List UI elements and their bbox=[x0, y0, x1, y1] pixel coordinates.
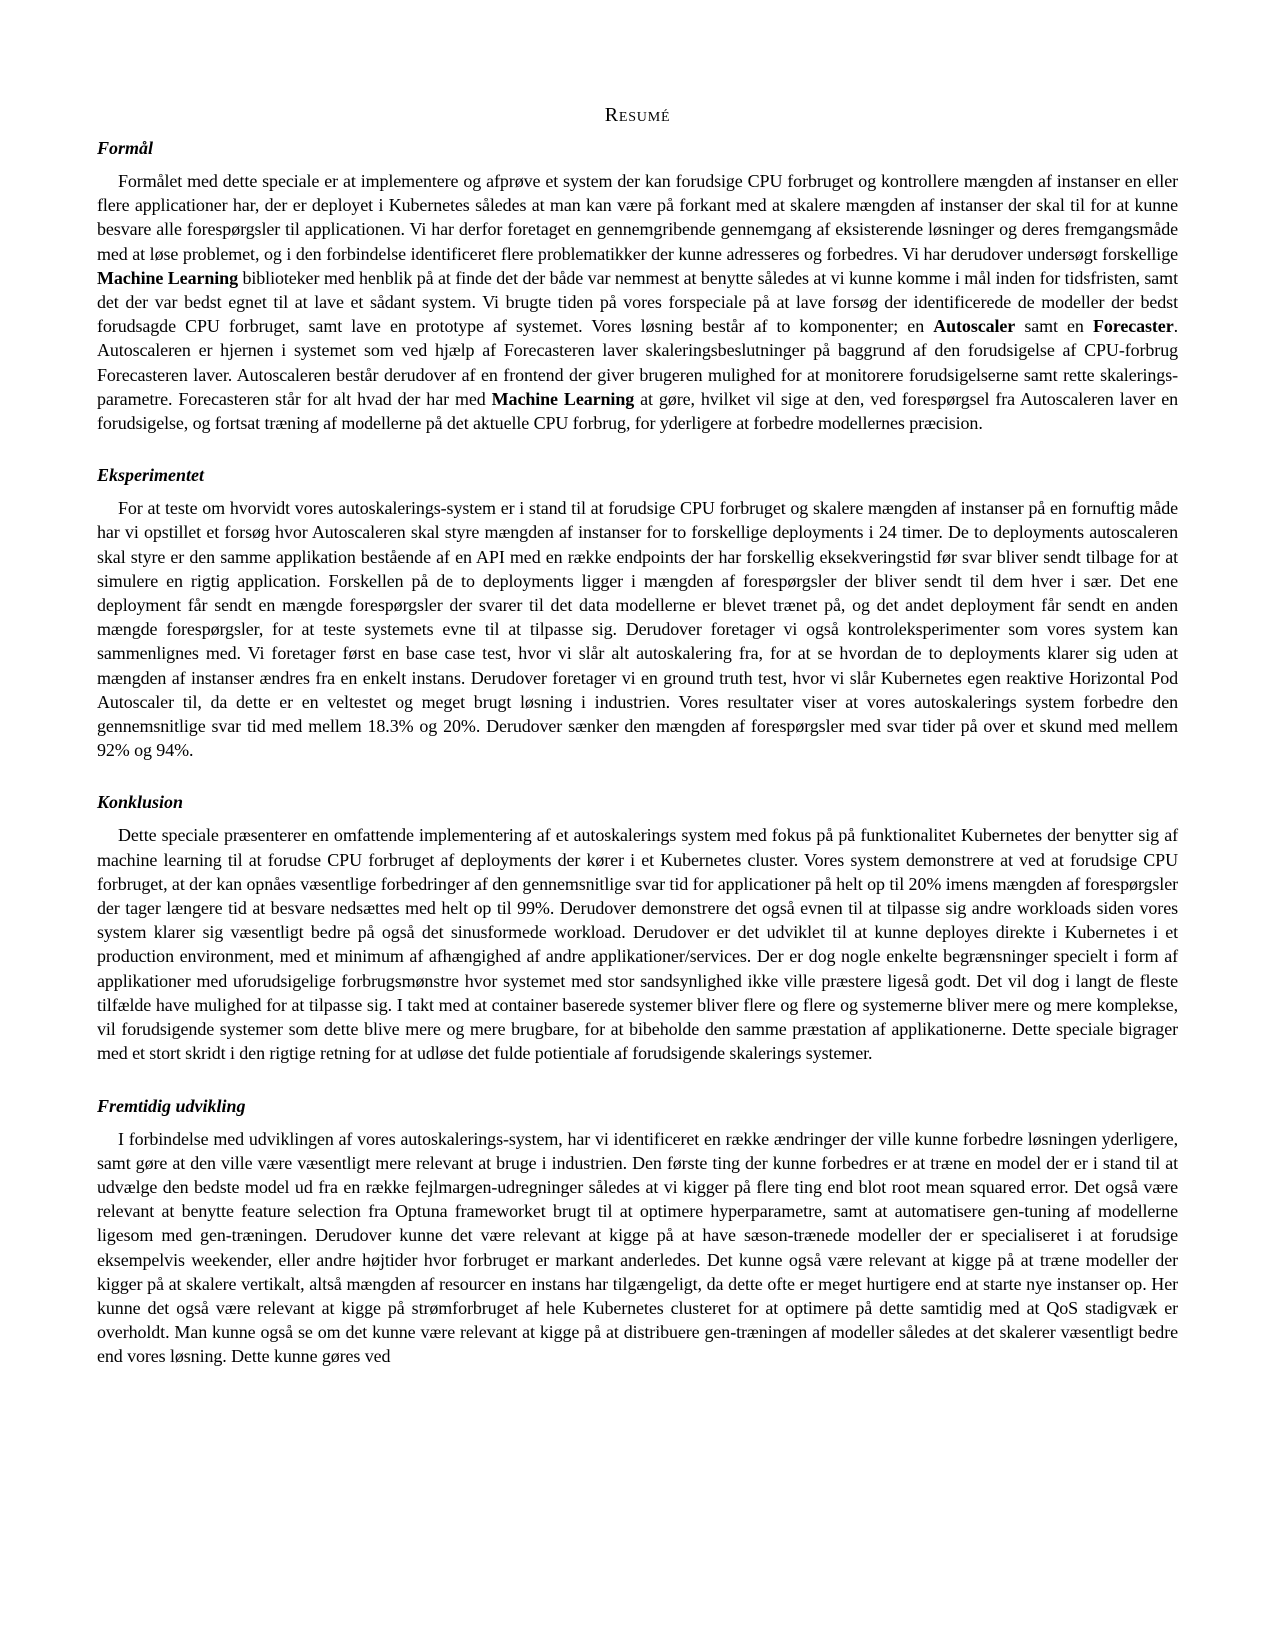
text-run: For at teste om hvorvidt vores autoskalerings-system er i stand til at forudsige CPU forbruget og skalere mængden af instanser på en fornuftig måde har vi opstillet et forsøg hvor Autoscaleren skal styre mængden af instanser for to forskellige deployments i 24 timer. De to deployments autoscaleren skal styre er den samme applikation bestående af en API med en række endpoints der har forskellig eksekveringstid før svar bliver sendt tilbage for at simulere en rigtig application. Forskellen på de to deployments ligger i mængden af forespørgsler der bliver sendt til dem hver i sær. Det ene deployment får sendt en mængde forespørgsler der svarer til det data modellerne er blevet trænet på, og det andet deployment får sendt en anden mængde forespørgsler, for at teste systemets evne til at tilpasse sig. Derudover foretager vi også kontroleksperimenter som vores system kan sammenlignes med. Vi foretager først en base case test, hvor vi slår alt autoskalering fra, for at se hvordan de to deployments klarer sig uden at mængden af instanser ændres fra en enkelt instans. Derudover foretager vi en ground truth test, hvor vi slår Kubernetes egen reaktive Horizontal Pod Autoscaler til, da dette er en veltestet og meget brugt løsning i industrien. Vores resultater viser at vores autoskalerings system forbedre den gennemsnitlige svar tid med mellem 18.3% og 20%. Derudover sænker den mængden af forespørgsler med svar tider på over et skund med mellem 92% og 94%. bbox=[97, 498, 1178, 761]
text-run: samt en bbox=[1015, 316, 1093, 337]
section-heading: Eksperimentet bbox=[97, 465, 204, 486]
paragraph bbox=[97, 823, 1178, 1065]
section-konklusion bbox=[97, 791, 1178, 1065]
paragraph bbox=[97, 496, 1178, 762]
section-heading: Konklusion bbox=[97, 792, 184, 813]
text-run: I forbindelse med udviklingen af vores autoskalerings-system, har vi identificeret en række ændringer der ville kunne forbedre løsningen yderligere, samt gøre at den ville være væsentligt mere relevant at bruge i industrien. Den første ting der kunne forbedres er at træne en model der er i stand til at udvælge den bedste model ud fra en række fejlmargen-udregninger således at vi kigger på flere ting end blot root mean squared error. Det også være relevant at benytte feature selection fra Optuna frameworket brugt til at optimere hyperparametre, samt at automatisere gen-tuning af modellerne ligesom med gen-træningen. Derudover kunne det være relevant at kigge på at have sæson-trænede modeller der er specialiseret i at forudsige eksempelvis weekender, eller andre højtider hvor forbruget er markant anderledes. Det kunne også være relevant at kigge på at træne modeller der kigger på at skalere vertikalt, altså mængden af resourcer en instans har tilgængeligt, da dette ofte er meget hurtigere end at starte nye instanser op. Her kunne det også være relevant at kigge på strømforbruget af hele Kubernetes clusteret for at optimere på dette samtidig med at QoS stadigvæk er overholdt. Man kunne også se om det kunne være relevant at kigge på at distribuere gen-træningen af modeller således at det skalerer væsentligt bedre end vores løsning. Dette kunne gøres ved bbox=[97, 1128, 1178, 1367]
bold-term: Machine Learning bbox=[491, 388, 635, 409]
section-heading: Formål bbox=[97, 138, 154, 158]
section-formaal bbox=[97, 137, 1178, 435]
bold-term: Forecaster bbox=[1092, 316, 1174, 337]
bold-term: Machine Learning bbox=[97, 267, 238, 288]
text-run: Dette speciale præsenterer en omfattende implementering af et autoskalerings system med fokus på på funktionalitet Kubernetes der benytter sig af machine learning til at forudse CPU forbruget af deployments der kører i et Kubernetes cluster. Vores system demonstrere at ved at forudsige CPU forbruget, at der kan opnåes væsentlige forbedringer af den gennemsnitlige svar tid for applicationer på helt op til 20% imens mængden af forespørgsler der tager længere tid at besvare nedsættes med helt op til 99%. Derudover demonstrere det også evnen til at tilpasse sig andre workloads siden vores system klarer sig væsentligt bedre på også det sinusformede workload. Derudover er det udviklet til at kunne deployes direkte i Kubernetes i et production environment, med et minimum af afhængighed af andre applikationer/services. Der er dog nogle enkelte begrænsninger specielt i form af applikationer med uforudsigelige forbrugsmønstre hvor systemet med stor sandsynlighed ikke ville præstere ligeså godt. Det vil dog i langt de fleste tilfælde have mulighed for at tilpasse sig. I takt med at container baserede systemer bliver flere og flere og systemerne bliver mere og mere komplekse, vil forudsigende systemer som dette blive mere og mere brugbare, for at bibeholde den samme præstation af applikationerne. Dette speciale bigrager med et stort skridt i den rigtige retning for at udløse det fulde potientiale af forudsigende skalerings systemer. bbox=[97, 825, 1178, 1064]
text-run: Formålet med dette speciale er at implementere og afprøve et system der kan forudsige CPU forbruget og kontrollere mængden af instanser en eller flere applicationer har, der er deployet i Kubernetes således at man kan være på forkant med at skalere mængden af instanser der skal til for at kunne besvare alle forespørgsler til applicationen. Vi har derfor foretaget en gennemgribende gennemgang af eksisterende løsninger og deres fremgangsmåde med at løse problemet, og i den forbindelse identificeret flere problematikker der kunne adresseres og forbedres. Vi har derudover undersøgt forskellige bbox=[97, 171, 1178, 264]
paragraph bbox=[97, 169, 1178, 435]
bold-term: Autoscaler bbox=[933, 316, 1016, 337]
sections bbox=[97, 137, 1178, 1369]
section-eksperimentet bbox=[97, 464, 1178, 762]
document-title: Resumé bbox=[604, 104, 671, 126]
text-run: at gøre, hvilket vil sige at den, ved forespørgsel fra Autoscaleren laver en forudsigelse, og fortsat træning af modellerne på det aktuelle CPU forbrug, for yderligere at forbedre modellernes præcision. bbox=[97, 388, 1178, 434]
section-heading: Fremtidig udvikling bbox=[97, 1095, 246, 1116]
section-fremtidig-udvikling bbox=[97, 1095, 1178, 1369]
paragraph bbox=[97, 1127, 1178, 1369]
text-run: biblioteker med henblik på at finde det der både var nemmest at benytte således at vi kunne komme i mål inden for tidsfristen, samt det der var bedst egnet til at lave et sådant system. Vi brugte tiden på vores forspeciale på at lave forsøg der identificerede de modeller der bedst forudsagde CPU forbruget, samt lave en prototype af systemet. Vores løsning består af to komponenter; en bbox=[97, 267, 1178, 337]
text-run: . Autoscaleren er hjernen i systemet som ved hjælp af Forecasteren laver skaleringsbeslutninger på baggrund af den forudsigelse af CPU-forbrug Forecasteren laver. Autoscaleren består derudover af en frontend der giver brugeren mulighed for at monitorere forudsigelserne samt rette skalerings-parametre. Forecasteren står for alt hvad der har med bbox=[97, 316, 1178, 409]
